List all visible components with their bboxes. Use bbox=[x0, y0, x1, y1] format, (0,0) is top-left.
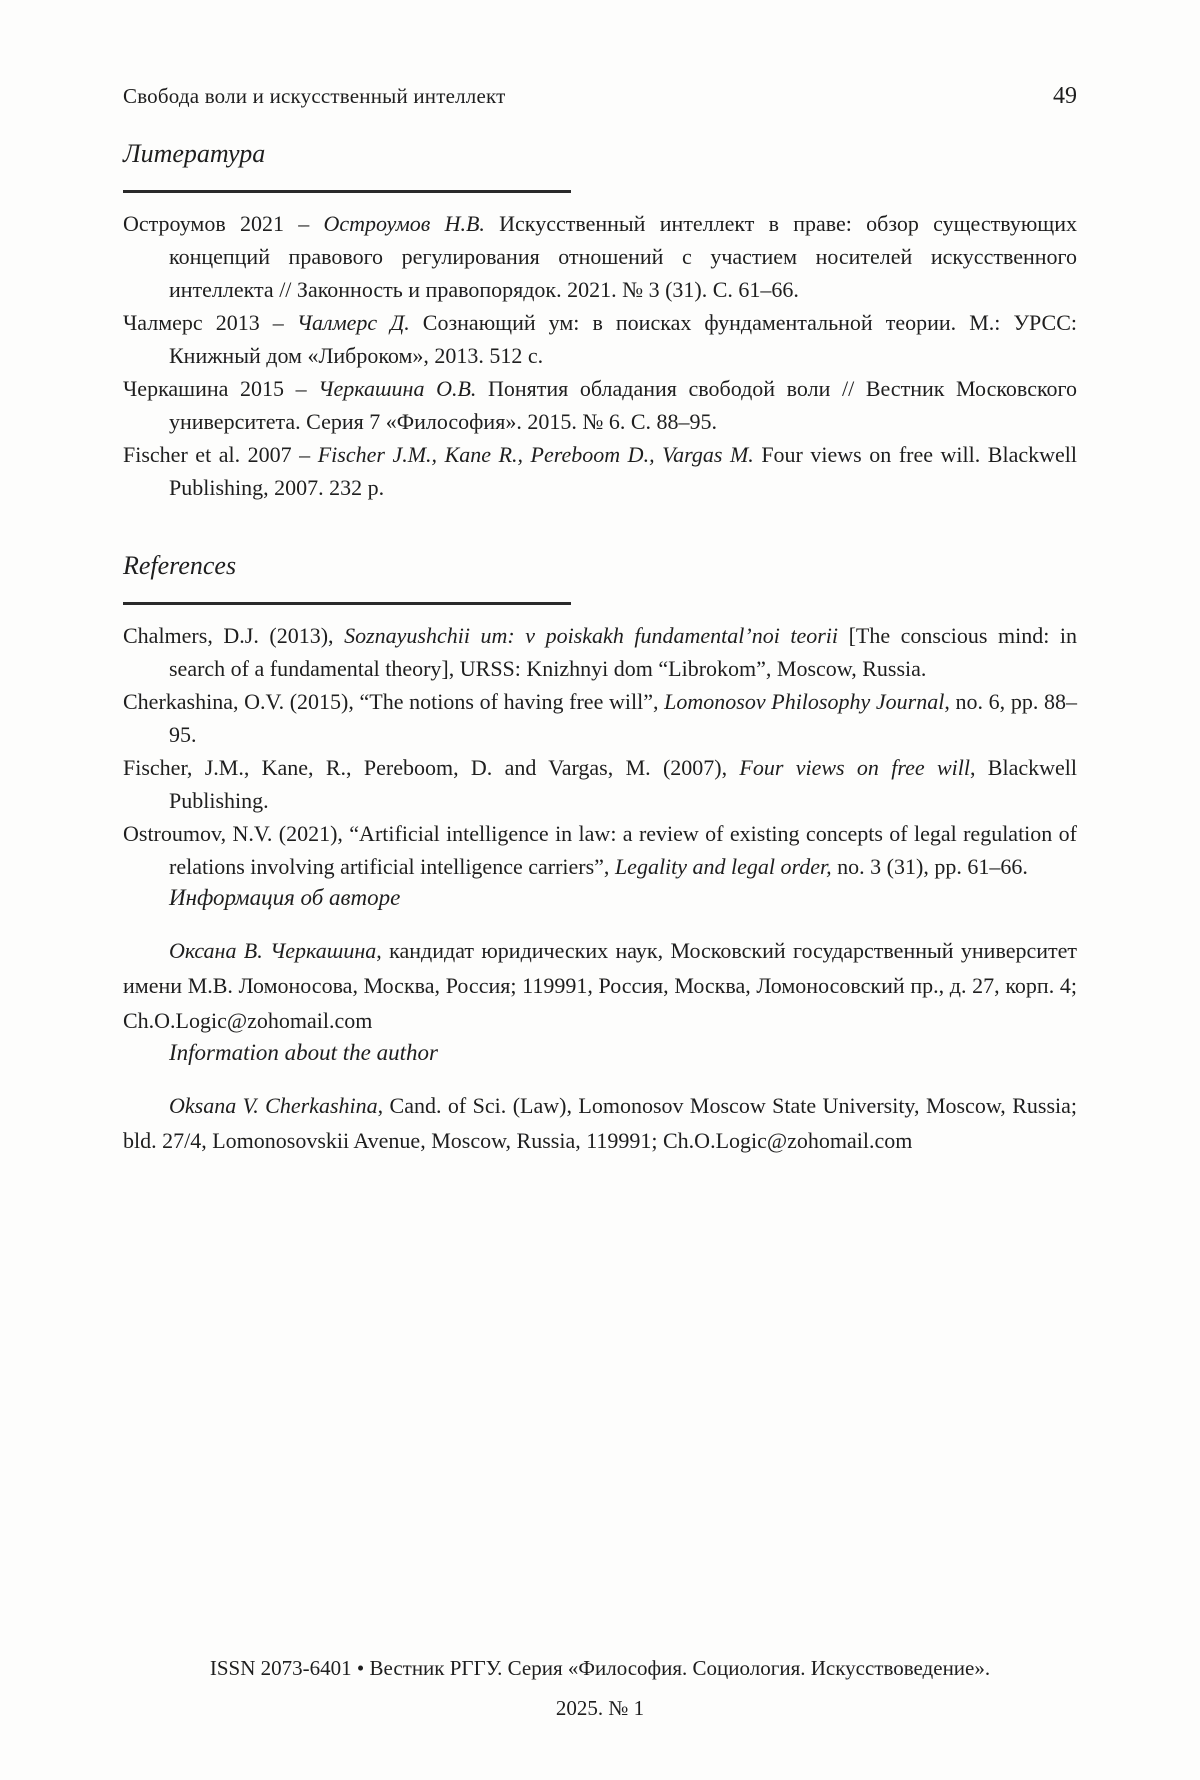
reference-entry: Остроумов 2021 – Остроумов Н.В. Искусственный интеллект в праве: обзор существующих концепций правового регулирования отношений с участием носителей искусственного интеллекта // Законность и правопорядок. 2021. № 3 (31). С. 61–66. bbox=[123, 211, 1078, 302]
reference-entry: Cherkashina, O.V. (2015), “The notions of having free will”, Lomonosov Philosophy Journal, no. 6, pp. 88–95. bbox=[123, 689, 1077, 747]
reference-entry: Ostroumov, N.V. (2021), “Artificial intelligence in law: a review of existing concepts of legal regulation of relations involving artificial intelligence carriers”, Legality and legal order, no. 3 (31), pp. 61–66. bbox=[123, 821, 1077, 879]
reference-entry: Chalmers, D.J. (2013), Soznayushchii um: v poiskakh fundamental’noi teorii [The conscious mind: in search of a fundamental theory], URSS: Knizhnyi dom “Librokom”, Moscow, Russia. bbox=[123, 623, 1077, 681]
references-section bbox=[123, 550, 1077, 883]
references-list bbox=[123, 619, 1077, 883]
reference-entry: Черкашина 2015 – Черкашина О.В. Понятия обладания свободой воли // Вестник Московского университета. Серия 7 «Философия». 2015. № 6. С. 88–95. bbox=[123, 376, 1078, 434]
footer-issue-line: 2025. № 1 bbox=[555, 1696, 645, 1720]
page-number: 49 bbox=[1053, 83, 1077, 109]
heading-rule bbox=[123, 602, 571, 605]
running-head bbox=[123, 83, 1077, 110]
author-info-en-paragraph: Oksana V. Cherkashina, Cand. of Sci. (Law), Lomonosov Moscow State University, Moscow, Russia; bld. 27/4, Lomonosovskii Avenue, Moscow, Russia, 119991; Ch.O.Logic@zohomail.com bbox=[123, 1093, 1077, 1153]
literatura-list bbox=[123, 207, 1077, 504]
reference-entry: Fischer, J.M., Kane, R., Pereboom, D. and Vargas, M. (2007), Four views on free will, Blackwell Publishing. bbox=[123, 755, 1077, 813]
running-head-title: Свобода воли и искусственный интеллект bbox=[123, 84, 506, 108]
reference-entry: Fischer et al. 2007 – Fischer J.M., Kane R., Pereboom D., Vargas M. Four views on free will. Blackwell Publishing, 2007. 232 p. bbox=[123, 442, 1077, 500]
footer-issn-line: ISSN 2073-6401 • Вестник РГГУ. Серия «Философия. Социология. Искусствоведение». bbox=[209, 1656, 991, 1680]
page-footer bbox=[123, 1648, 1077, 1728]
author-info-en-heading: Information about the author bbox=[169, 1040, 438, 1065]
literatura-heading: Литература bbox=[123, 139, 266, 168]
author-info-ru-heading: Информация об авторе bbox=[169, 885, 401, 910]
heading-rule bbox=[123, 190, 571, 193]
references-heading: References bbox=[123, 551, 237, 580]
author-info-ru-paragraph: Оксана В. Черкашина, кандидат юридических наук, Московский государственный университет имени М.В. Ломоносова, Москва, Россия; 119991, Россия, Москва, Ломоносовский пр., д. 27, корп. 4; Ch.O.Logic@zohomail.com bbox=[123, 938, 1078, 1033]
literatura-section bbox=[123, 138, 1077, 504]
reference-entry: Чалмерс 2013 – Чалмерс Д. Сознающий ум: в поисках фундаментальной теории. М.: УРСС: Книжный дом «Либроком», 2013. 512 с. bbox=[123, 310, 1077, 368]
